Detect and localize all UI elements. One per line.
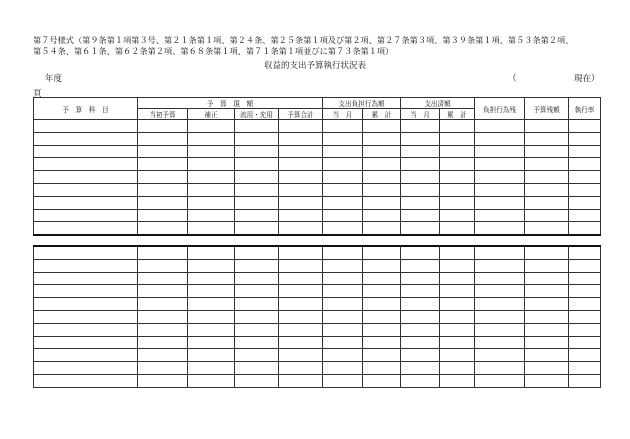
- table-cell[interactable]: [363, 171, 401, 184]
- table-cell[interactable]: [235, 246, 279, 259]
- table-cell[interactable]: [138, 323, 188, 336]
- table-cell[interactable]: [323, 259, 363, 272]
- form-reference-line-1: 第７号様式（第９条第１項第３号、第２１条第１項、第２４条、第２５条第１項及び第２項、第２７条第３項、第３９条第１項、第５３条第２項、: [33, 35, 574, 45]
- table-cell[interactable]: [363, 183, 401, 196]
- table-cell[interactable]: [569, 272, 601, 285]
- table-cell[interactable]: [363, 132, 401, 145]
- table-cell[interactable]: [440, 132, 475, 145]
- table-cell[interactable]: [279, 145, 323, 158]
- table-cell[interactable]: [34, 323, 138, 336]
- table-row: [34, 285, 601, 298]
- table-cell[interactable]: [279, 222, 323, 235]
- table-row: [34, 298, 601, 311]
- budget-execution-table-lower: [33, 245, 601, 388]
- col-commitment-balance: 負担行為残: [475, 98, 525, 120]
- table-cell[interactable]: [569, 222, 601, 235]
- table-cell[interactable]: [440, 145, 475, 158]
- table-cell[interactable]: [138, 374, 188, 387]
- table-cell[interactable]: [235, 336, 279, 349]
- table-cell[interactable]: [323, 171, 363, 184]
- table-cell[interactable]: [401, 349, 440, 362]
- table-cell[interactable]: [569, 132, 601, 145]
- table-cell[interactable]: [401, 132, 440, 145]
- table-cell[interactable]: [323, 145, 363, 158]
- table-cell[interactable]: [475, 183, 525, 196]
- table-cell[interactable]: [475, 196, 525, 209]
- table-cell[interactable]: [323, 272, 363, 285]
- form-reference-line-2: 第５４条、第６１条、第６２条第２項、第６８条第１項、第７１条第１項並びに第７３条第１項）: [33, 46, 394, 56]
- col-supplementary: 補正: [188, 109, 235, 120]
- group-expenditure-amount: 支出済額: [401, 98, 475, 109]
- table-cell[interactable]: [440, 285, 475, 298]
- table-cell[interactable]: [323, 120, 363, 133]
- table-cell[interactable]: [440, 298, 475, 311]
- table-cell[interactable]: [569, 374, 601, 387]
- col-budget-item: 予 算 科 目: [34, 98, 138, 120]
- page-label: 頁: [33, 89, 42, 99]
- table-cell[interactable]: [363, 285, 401, 298]
- table-cell[interactable]: [363, 196, 401, 209]
- table-cell[interactable]: [279, 183, 323, 196]
- table-cell[interactable]: [235, 196, 279, 209]
- col-budget-total: 予算合計: [279, 109, 323, 120]
- table-cell[interactable]: [569, 246, 601, 259]
- table-cell[interactable]: [525, 272, 569, 285]
- table-cell[interactable]: [525, 209, 569, 222]
- table-cell[interactable]: [235, 272, 279, 285]
- table-cell[interactable]: [138, 336, 188, 349]
- table-cell[interactable]: [188, 171, 235, 184]
- table-cell[interactable]: [323, 374, 363, 387]
- table-cell[interactable]: [279, 171, 323, 184]
- table-cell[interactable]: [475, 349, 525, 362]
- table-cell[interactable]: [525, 362, 569, 375]
- table-cell[interactable]: [363, 349, 401, 362]
- table-cell[interactable]: [138, 171, 188, 184]
- table-cell[interactable]: [138, 158, 188, 171]
- budget-execution-table-upper: [33, 97, 601, 236]
- table-cell[interactable]: [525, 246, 569, 259]
- table-cell[interactable]: [138, 285, 188, 298]
- table-row: [34, 272, 601, 285]
- table-cell[interactable]: [279, 120, 323, 133]
- table-cell[interactable]: [401, 285, 440, 298]
- table-cell[interactable]: [440, 209, 475, 222]
- table-cell[interactable]: [401, 272, 440, 285]
- table-cell[interactable]: [138, 120, 188, 133]
- table-cell[interactable]: [401, 336, 440, 349]
- table-cell[interactable]: [323, 323, 363, 336]
- table-cell[interactable]: [188, 285, 235, 298]
- table-cell[interactable]: [363, 323, 401, 336]
- table-cell[interactable]: [138, 272, 188, 285]
- table-cell[interactable]: [323, 285, 363, 298]
- table-cell[interactable]: [138, 145, 188, 158]
- col-execution-rate: 執行率: [569, 98, 601, 120]
- table-cell[interactable]: [34, 310, 138, 323]
- table-cell[interactable]: [188, 310, 235, 323]
- table-cell[interactable]: [138, 362, 188, 375]
- table-cell[interactable]: [569, 285, 601, 298]
- table-row: [34, 132, 601, 145]
- table-cell[interactable]: [188, 132, 235, 145]
- table-cell[interactable]: [34, 222, 138, 235]
- table-cell[interactable]: [475, 132, 525, 145]
- table-cell[interactable]: [401, 374, 440, 387]
- table-cell[interactable]: [525, 145, 569, 158]
- table-cell[interactable]: [323, 132, 363, 145]
- table-cell[interactable]: [323, 158, 363, 171]
- table-cell[interactable]: [363, 259, 401, 272]
- table-cell[interactable]: [363, 336, 401, 349]
- table-cell[interactable]: [363, 222, 401, 235]
- table-cell[interactable]: [138, 259, 188, 272]
- table-cell[interactable]: [188, 209, 235, 222]
- group-current-budget: 予 算 現 額: [138, 98, 323, 109]
- col-commitment-month: 当 月: [323, 109, 363, 120]
- table-row: [34, 349, 601, 362]
- table-cell[interactable]: [475, 298, 525, 311]
- table-cell[interactable]: [235, 310, 279, 323]
- table-cell[interactable]: [401, 171, 440, 184]
- table-cell[interactable]: [569, 323, 601, 336]
- table-cell[interactable]: [401, 222, 440, 235]
- table-cell[interactable]: [569, 158, 601, 171]
- table-cell[interactable]: [475, 171, 525, 184]
- table-cell[interactable]: [34, 298, 138, 311]
- table-cell[interactable]: [569, 362, 601, 375]
- table-cell[interactable]: [363, 120, 401, 133]
- table-cell[interactable]: [569, 171, 601, 184]
- table-row: [34, 183, 601, 196]
- table-cell[interactable]: [440, 222, 475, 235]
- table-cell[interactable]: [440, 171, 475, 184]
- table-cell[interactable]: [188, 145, 235, 158]
- table-cell[interactable]: [279, 158, 323, 171]
- table-cell[interactable]: [235, 171, 279, 184]
- table-cell[interactable]: [34, 183, 138, 196]
- table-cell[interactable]: [279, 298, 323, 311]
- table-cell[interactable]: [188, 272, 235, 285]
- table-row: [34, 259, 601, 272]
- table-cell[interactable]: [188, 362, 235, 375]
- table-cell[interactable]: [235, 183, 279, 196]
- table-cell[interactable]: [401, 145, 440, 158]
- table-cell[interactable]: [138, 310, 188, 323]
- table-cell[interactable]: [569, 209, 601, 222]
- upper-data-rows: [34, 120, 601, 236]
- table-cell[interactable]: [34, 120, 138, 133]
- table-cell[interactable]: [440, 120, 475, 133]
- table-cell[interactable]: [279, 349, 323, 362]
- table-cell[interactable]: [188, 323, 235, 336]
- table-cell[interactable]: [34, 336, 138, 349]
- table-cell[interactable]: [440, 158, 475, 171]
- table-cell[interactable]: [475, 336, 525, 349]
- table-cell[interactable]: [235, 298, 279, 311]
- table-cell[interactable]: [138, 298, 188, 311]
- table-cell[interactable]: [34, 374, 138, 387]
- table-cell[interactable]: [475, 272, 525, 285]
- table-cell[interactable]: [440, 196, 475, 209]
- table-cell[interactable]: [363, 209, 401, 222]
- table-cell[interactable]: [475, 323, 525, 336]
- table-cell[interactable]: [235, 120, 279, 133]
- table-cell[interactable]: [475, 374, 525, 387]
- table-cell[interactable]: [525, 374, 569, 387]
- table-cell[interactable]: [34, 132, 138, 145]
- table-cell[interactable]: [363, 310, 401, 323]
- table-cell[interactable]: [34, 272, 138, 285]
- table-cell[interactable]: [440, 246, 475, 259]
- table-cell[interactable]: [279, 285, 323, 298]
- fiscal-year-label: 年度: [45, 74, 63, 84]
- table-cell[interactable]: [525, 196, 569, 209]
- col-initial-budget: 当初予算: [138, 109, 188, 120]
- as-of-open-paren: （: [508, 74, 517, 84]
- group-commitment-amount: 支出負担行為額: [323, 98, 401, 109]
- table-cell[interactable]: [235, 222, 279, 235]
- table-cell[interactable]: [569, 145, 601, 158]
- table-cell[interactable]: [235, 323, 279, 336]
- table-cell[interactable]: [323, 310, 363, 323]
- table-cell[interactable]: [323, 209, 363, 222]
- table-cell[interactable]: [401, 209, 440, 222]
- table-cell[interactable]: [34, 259, 138, 272]
- table-cell[interactable]: [569, 336, 601, 349]
- table-cell[interactable]: [440, 259, 475, 272]
- table-row: [34, 158, 601, 171]
- table-cell[interactable]: [323, 349, 363, 362]
- table-cell[interactable]: [188, 222, 235, 235]
- table-cell[interactable]: [323, 362, 363, 375]
- table-cell[interactable]: [440, 272, 475, 285]
- table-cell[interactable]: [525, 285, 569, 298]
- table-cell[interactable]: [363, 158, 401, 171]
- table-cell[interactable]: [323, 196, 363, 209]
- table-cell[interactable]: [138, 246, 188, 259]
- table-cell[interactable]: [475, 222, 525, 235]
- table-cell[interactable]: [525, 222, 569, 235]
- lower-data-rows: [34, 246, 601, 387]
- table-cell[interactable]: [363, 272, 401, 285]
- table-cell[interactable]: [188, 374, 235, 387]
- table-cell[interactable]: [138, 132, 188, 145]
- table-cell[interactable]: [363, 246, 401, 259]
- table-cell[interactable]: [138, 349, 188, 362]
- table-cell[interactable]: [569, 310, 601, 323]
- table-cell[interactable]: [323, 183, 363, 196]
- table-cell[interactable]: [569, 196, 601, 209]
- table-cell[interactable]: [440, 310, 475, 323]
- table-cell[interactable]: [401, 323, 440, 336]
- table-cell[interactable]: [235, 349, 279, 362]
- table-cell[interactable]: [569, 120, 601, 133]
- table-cell[interactable]: [475, 246, 525, 259]
- table-cell[interactable]: [138, 196, 188, 209]
- table-cell[interactable]: [525, 349, 569, 362]
- table-cell[interactable]: [279, 132, 323, 145]
- table-cell[interactable]: [401, 246, 440, 259]
- table-row: [34, 145, 601, 158]
- table-cell[interactable]: [475, 158, 525, 171]
- table-cell[interactable]: [440, 349, 475, 362]
- table-cell[interactable]: [323, 222, 363, 235]
- table-cell[interactable]: [279, 209, 323, 222]
- as-of-label: 現在）: [574, 74, 600, 84]
- table-cell[interactable]: [235, 209, 279, 222]
- table-cell[interactable]: [401, 196, 440, 209]
- table-cell[interactable]: [525, 323, 569, 336]
- table-cell[interactable]: [138, 209, 188, 222]
- table-cell[interactable]: [235, 259, 279, 272]
- table-cell[interactable]: [475, 120, 525, 133]
- table-cell[interactable]: [279, 310, 323, 323]
- table-cell[interactable]: [235, 374, 279, 387]
- table-cell[interactable]: [475, 145, 525, 158]
- table-cell[interactable]: [440, 323, 475, 336]
- table-cell[interactable]: [235, 132, 279, 145]
- table-cell[interactable]: [279, 272, 323, 285]
- table-cell[interactable]: [188, 336, 235, 349]
- table-cell[interactable]: [440, 374, 475, 387]
- table-cell[interactable]: [34, 158, 138, 171]
- table-cell[interactable]: [401, 298, 440, 311]
- table-cell[interactable]: [475, 209, 525, 222]
- table-cell[interactable]: [401, 259, 440, 272]
- table-row: [34, 246, 601, 259]
- table-cell[interactable]: [279, 196, 323, 209]
- table-cell[interactable]: [475, 285, 525, 298]
- table-cell[interactable]: [279, 323, 323, 336]
- table-cell[interactable]: [138, 222, 188, 235]
- table-cell[interactable]: [525, 171, 569, 184]
- table-cell[interactable]: [569, 349, 601, 362]
- table-cell[interactable]: [323, 246, 363, 259]
- table-cell[interactable]: [525, 310, 569, 323]
- col-commitment-cumulative: 累 計: [363, 109, 401, 120]
- table-cell[interactable]: [138, 183, 188, 196]
- table-row: [34, 209, 601, 222]
- table-cell[interactable]: [440, 336, 475, 349]
- table-cell[interactable]: [34, 349, 138, 362]
- table-cell[interactable]: [279, 362, 323, 375]
- table-row: [34, 171, 601, 184]
- table-cell[interactable]: [401, 158, 440, 171]
- table-cell[interactable]: [401, 183, 440, 196]
- table-cell[interactable]: [34, 145, 138, 158]
- table-cell[interactable]: [363, 374, 401, 387]
- table-cell[interactable]: [401, 120, 440, 133]
- table-cell[interactable]: [235, 285, 279, 298]
- table-cell[interactable]: [188, 158, 235, 171]
- col-diversion: 流用・充用: [235, 109, 279, 120]
- table-cell[interactable]: [188, 196, 235, 209]
- table-cell[interactable]: [34, 171, 138, 184]
- table-cell[interactable]: [323, 336, 363, 349]
- table-cell[interactable]: [525, 183, 569, 196]
- table-cell[interactable]: [34, 362, 138, 375]
- table-cell[interactable]: [525, 259, 569, 272]
- table-cell[interactable]: [569, 259, 601, 272]
- table-cell[interactable]: [363, 362, 401, 375]
- table-cell[interactable]: [235, 362, 279, 375]
- table-cell[interactable]: [279, 246, 323, 259]
- table-cell[interactable]: [188, 183, 235, 196]
- table-cell[interactable]: [279, 374, 323, 387]
- table-cell[interactable]: [188, 120, 235, 133]
- table-cell[interactable]: [34, 285, 138, 298]
- table-cell[interactable]: [323, 298, 363, 311]
- table-cell[interactable]: [475, 310, 525, 323]
- table-cell[interactable]: [525, 158, 569, 171]
- table-cell[interactable]: [525, 336, 569, 349]
- col-budget-balance: 予算残額: [525, 98, 569, 120]
- table-cell[interactable]: [235, 145, 279, 158]
- table-cell[interactable]: [525, 120, 569, 133]
- table-cell[interactable]: [475, 362, 525, 375]
- table-cell[interactable]: [401, 362, 440, 375]
- table-cell[interactable]: [188, 298, 235, 311]
- table-cell[interactable]: [363, 298, 401, 311]
- table-row: [34, 310, 601, 323]
- table-row: [34, 120, 601, 133]
- table-cell[interactable]: [279, 336, 323, 349]
- table-cell[interactable]: [34, 246, 138, 259]
- table-row: [34, 362, 601, 375]
- table-cell[interactable]: [525, 132, 569, 145]
- col-expenditure-month: 当 月: [401, 109, 440, 120]
- table-row: [34, 323, 601, 336]
- table-cell[interactable]: [440, 362, 475, 375]
- table-cell[interactable]: [475, 259, 525, 272]
- table-row: [34, 222, 601, 235]
- document-title: 収益的支出予算執行状況表: [263, 61, 366, 71]
- table-cell[interactable]: [34, 196, 138, 209]
- table-cell[interactable]: [188, 349, 235, 362]
- table-cell[interactable]: [401, 310, 440, 323]
- table-cell[interactable]: [235, 158, 279, 171]
- table-row: [34, 336, 601, 349]
- table-cell[interactable]: [279, 259, 323, 272]
- table-row: [34, 374, 601, 387]
- table-cell[interactable]: [34, 209, 138, 222]
- table-row: [34, 196, 601, 209]
- table-cell[interactable]: [569, 298, 601, 311]
- table-cell[interactable]: [363, 145, 401, 158]
- table-cell[interactable]: [525, 298, 569, 311]
- table-cell[interactable]: [188, 259, 235, 272]
- col-expenditure-cumulative: 累 計: [440, 109, 475, 120]
- table-cell[interactable]: [569, 183, 601, 196]
- table-cell[interactable]: [440, 183, 475, 196]
- table-cell[interactable]: [188, 246, 235, 259]
